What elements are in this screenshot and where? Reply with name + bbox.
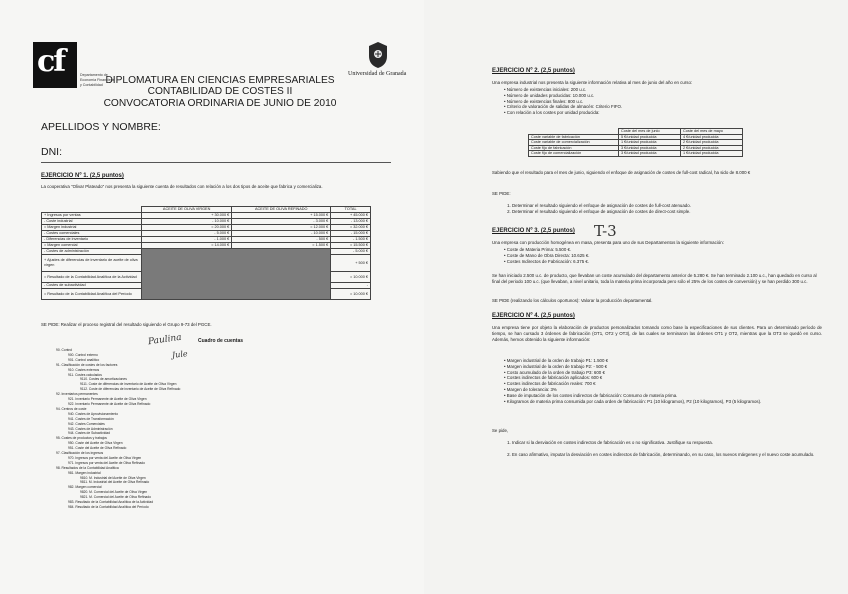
account-item: 9110. Costes de amortizaciones <box>80 377 127 382</box>
ex3-title: EJERCICIO Nº 3. (2,5 puntos) <box>492 228 575 234</box>
account-item: 921. Inventario Permanente de Aceite de Oliva Virgen <box>68 397 147 402</box>
table-row <box>529 134 743 140</box>
list-item: • Número de unidades producidas: 10.000 u.c. <box>504 93 622 99</box>
list-item: • Margen de tolerancia: 3% <box>504 387 822 393</box>
account-item: 900. Control externo <box>68 352 98 357</box>
cell-virgen: - 5.000 € <box>142 231 232 237</box>
dni-label: DNI: <box>41 146 62 158</box>
cell-total: = 15.500 € <box>331 243 371 249</box>
cell-total: - 15.000 € <box>331 231 371 237</box>
ex2-tasks <box>512 203 822 215</box>
cell-refinado: - 10.000 € <box>232 231 331 237</box>
cell-refinado: = 12.000 € <box>232 225 331 231</box>
ex4-tasks <box>512 440 822 458</box>
account-item: 9821. M. Comercial del Aceite de Oliva Refinado <box>80 495 151 500</box>
ex2-note: Sabiendo que el resultado para el mes de junio, siguiendo el enfoque de asignación de costes de full-cost radical, ha sido de 8.000 € <box>492 170 751 175</box>
header-line-1: DIPLOMATURA EN CIENCIAS EMPRESARIALES <box>105 75 335 86</box>
header-line-2: CONTABILIDAD DE COSTES II <box>147 86 293 98</box>
name-label: APELLIDOS Y NOMBRE: <box>41 121 161 133</box>
shaded-cells <box>142 249 331 300</box>
cell-refinado: = 1.500 € <box>232 243 331 249</box>
cell-virgen: = 14.000 € <box>142 243 232 249</box>
cell-june: 3 €/unidad producida <box>619 145 681 151</box>
row-label: + Ingresos por ventas <box>42 213 142 219</box>
table-header-cell: Coste del mes de junio <box>619 129 681 135</box>
row-label: Coste fijo de comercialización <box>529 151 619 157</box>
list-item: • Costo acumulado de la orden de trabajo P3: 600 € <box>504 370 822 376</box>
account-item: 943. Costes de Administración <box>68 426 113 431</box>
list-item: • Kilogramos de materia prima consumida por cada orden de fabricación: P1 (10 kilogramos), P2 (10 kilogramos), P3 (5 kilogramos). <box>504 399 822 405</box>
account-item: 98. Resultados de la Contabilidad Analítica <box>56 465 119 470</box>
account-item: 922. Inventario Permanente de Aceite de Oliva Refinado <box>68 401 151 406</box>
ex1-title: EJERCICIO Nº 1. (2,5 puntos) <box>41 173 124 179</box>
cell-total: - 1.500 € <box>331 237 371 243</box>
divider-line <box>41 162 391 163</box>
list-item: • Criterio de valoración de salidas de almacén: Criterio FIFO. <box>504 104 622 110</box>
cell-june: 1 €/unidad producida <box>619 140 681 146</box>
table-row <box>529 140 743 146</box>
account-item: 950. Coste del Aceite de Oliva Virgen <box>68 441 123 446</box>
account-item: 944. Costes de Subactividad <box>68 431 110 436</box>
row-label: + Ajustes de diferencias de inventario de aceite de oliva virgen <box>42 255 142 272</box>
list-item: 2. En caso afirmativo, imputar la desviación en costes indirectos de fabricación, determinando, en su caso, los nuevos márgenes y el nuevo coste acumulado. <box>512 452 822 458</box>
table-header-cell: Coste del mes de mayo <box>681 129 743 135</box>
row-label: - Coste industrial <box>42 219 142 225</box>
account-item: 9820. M. Comercial del Aceite de Oliva Virgen <box>80 490 148 495</box>
list-item: 1. Determinar el resultado siguiendo el enfoque de asignación de costes de full-cost atenuado. <box>512 203 822 209</box>
results-table <box>41 206 371 300</box>
account-item: 9112. Coste de diferencias de inventario de Aceite de Oliva Refinado <box>80 387 181 392</box>
row-label: Coste fijo de fabricación <box>529 145 619 151</box>
cell-virgen: - 10.000 € <box>142 219 232 225</box>
row-label: Coste variable de comercialización <box>529 140 619 146</box>
ex4-title: EJERCICIO Nº 4. (2,5 puntos) <box>492 313 575 319</box>
table-row <box>529 151 743 157</box>
ex2-se-pide: SE PIDE: <box>492 191 511 196</box>
accounts-list <box>56 348 180 510</box>
account-item: 982. Margen comercial <box>68 485 102 490</box>
account-item: 92. Inventarios permanentes <box>56 392 98 397</box>
cell-may: 4 €/unidad producida <box>681 134 743 140</box>
account-item: 951. Coste del Aceite de Oliva Refinado <box>68 446 127 451</box>
cell-refinado: - 3.000 € <box>232 219 331 225</box>
handwritten-signature-2: Jule <box>171 349 189 360</box>
cost-table <box>528 128 743 157</box>
list-item: • Número de existencias finales: 800 u.c. <box>504 99 622 105</box>
cell-total: - <box>331 283 371 289</box>
table-header-cell: ACEITE DE OLIVA REFINADO <box>232 207 331 213</box>
row-label: = Resultado de la Contabilidad Analítica del Período <box>42 289 142 300</box>
cell-refinado: - 500 € <box>232 237 331 243</box>
account-item: 91. Clasificación de costes de los factores <box>56 362 118 367</box>
table-row <box>529 145 743 151</box>
ex2-intro: Una empresa industrial nos presenta la siguiente información relativa al mes de junio del año en curso: <box>492 80 693 85</box>
account-item: 90. Control <box>56 348 73 352</box>
account-item: 910. Costes externos <box>68 367 100 372</box>
cell-total: + 45.000 € <box>331 213 371 219</box>
cell-virgen: + 30.000 € <box>142 213 232 219</box>
accounts-chart-title: Cuadro de cuentas <box>198 338 244 344</box>
cell-total: = 32.000 € <box>331 225 371 231</box>
ex2-bullets <box>504 87 622 116</box>
account-item: 97. Clasificación de los ingresos <box>56 451 104 456</box>
ex3-request: SE PIDE (realizando los cálculos oportunos): Valorar la producción departamental. <box>492 298 653 303</box>
list-item: • Costes Indirectos de Fabricación: 6.375 €. <box>504 259 590 265</box>
university-crest-icon <box>366 41 390 69</box>
cell-virgen: = 20.000 € <box>142 225 232 231</box>
cell-june: 3 €/unidad producida <box>619 151 681 157</box>
table-header-cell: ACEITE DE OLIVA VIRGEN <box>142 207 232 213</box>
ex2-title: EJERCICIO Nº 2. (2,5 puntos) <box>492 68 575 74</box>
list-item: 2. Determinar el resultado siguiendo el enfoque de asignación de costes de direct-cost simple. <box>512 209 822 215</box>
list-item: • Con relación a los costes por unidad producida: <box>504 110 622 116</box>
account-item: 901. Control analítico <box>68 357 100 362</box>
row-label: - Costes de administración <box>42 249 142 255</box>
account-item: 940. Costes de Aprovisionamiento <box>68 411 119 416</box>
account-item: 9111. Coste de diferencias de inventario de Aceite de Oliva Virgen <box>80 382 177 387</box>
row-label: Coste variable de fabricación <box>529 134 619 140</box>
row-label: = Margen industrial <box>42 225 142 231</box>
account-item: 9811. M. Industrial del Aceite de Oliva Refinado <box>80 480 150 485</box>
list-item: • Base de imputación de los costes indirectos de fabricación: Consumo de materia prima. <box>504 393 822 399</box>
list-item: • Número de existencias iniciales: 200 u.c. <box>504 87 622 93</box>
cell-total: + 500 € <box>331 255 371 272</box>
account-item: 981. Margen industrial <box>68 470 101 475</box>
handwritten-note: T-3 <box>594 222 617 240</box>
exam-header <box>100 75 340 109</box>
ex3-bullets <box>504 247 590 264</box>
ex4-se-pide: Se pide, <box>492 428 509 433</box>
header-line-3: CONVOCATORIA ORDINARIA DE JUNIO DE 2010 <box>103 97 337 109</box>
cell-may: 1 €/unidad producida <box>681 151 743 157</box>
cell-may: 2 €/unidad producida <box>681 145 743 151</box>
right-page <box>424 0 848 594</box>
ex3-intro: Una empresa con producción homogénea en masa, presenta para uno de sus Departamentos la siguiente información: <box>492 240 724 245</box>
list-item: • Coste de Materia Prima: 5.500 €. <box>504 247 590 253</box>
ex4-bullets <box>504 358 822 404</box>
ex1-request: SE PIDE: Realizar el proceso registral del resultado siguiendo el Grupo 9-73 del PGCE. <box>41 322 212 327</box>
ex1-intro: La cooperativa "Olivar Plateado" nos presenta la siguiente cuenta de resultados con relación a los dos tipos de aceite que fabrica y comercializa. <box>41 184 323 189</box>
cell-total: = 10.000 € <box>331 272 371 283</box>
account-item: 971. Ingresos por venta del Aceite de Oliva Refinado <box>68 460 145 465</box>
account-item: 911. Costes calculados <box>68 372 102 377</box>
cell-june: 5 €/unidad producida <box>619 134 681 140</box>
row-label: - Diferencias de inventario <box>42 237 142 243</box>
cell-may: 2 €/unidad producida <box>681 140 743 146</box>
handwritten-signature: Paulina <box>147 332 183 348</box>
list-item: • Costes indirectos de fabricación aplicados: 600 € <box>504 375 822 381</box>
ex4-intro: Una empresa tiene por objeto la elaboración de productos personalizados tomando como base la especificaciones de sus clientes. Para un determinado período de tiempo, se han cursado 3 órdenes de fabricación (OT1, OT2 y OT3), de las cuales se terminaron las órdenes OT1 y OT2, mientras que la OT3 se quedó en curso. Además, hemos obtenido la siguiente información: <box>492 325 822 342</box>
account-item: 942. Costes Comerciales <box>68 421 105 426</box>
account-item: 984. Resultado de la Contabilidad Analítica del Período <box>68 505 149 509</box>
cell-total: = 10.000 € <box>331 289 371 300</box>
ex3-text: Se han iniciado 2.500 u.c. de producto, que llevaban un coste acumulado del departamento anterior de 5.280 €. Se han terminado 2.100 u.c., han quedado en curso al final del periodo 100 u.c. (que llevaban, a nivel unitario, toda la materia prima incorporada pero sólo el 25% de los costes de conversión) y se han perdido 300 u.c. <box>492 273 817 284</box>
cell-total: - 13.000 € <box>331 219 371 225</box>
account-item: 941. Costes de Transformación <box>68 416 114 421</box>
row-label: - Costes de subactividad <box>42 283 142 289</box>
list-item: • Costes indirectos de fabricación reales: 700 € <box>504 381 822 387</box>
university-name: Universidad de Granada <box>348 71 407 77</box>
list-item: 1. Indicar si la desviación en costes indirectos de fabricación es o no significativa. Justifique su respuesta. <box>512 440 822 446</box>
account-item: 95. Costes de productos y trabajos <box>56 436 107 441</box>
account-item: 9810. M. Industrial del Aceite de Oliva Virgen <box>80 475 146 480</box>
cell-total: - 5.000 € <box>331 249 371 255</box>
row-label: = Margen comercial <box>42 243 142 249</box>
table-header-cell: TOTAL <box>331 207 371 213</box>
account-item: 983. Resultado de la Contabilidad Analítica de la Actividad <box>68 500 154 505</box>
account-item: 94. Centros de coste <box>56 406 87 411</box>
row-label: - Costes comerciales <box>42 231 142 237</box>
cell-virgen: - 1.000 € <box>142 237 232 243</box>
account-item: 970. Ingresos por venta del Aceite de Oliva Virgen <box>68 455 142 460</box>
cell-refinado: + 15.000 € <box>232 213 331 219</box>
logo-caption: Departamento de Economía Financiera y Contabilidad <box>80 73 114 87</box>
list-item: • Coste de Mano de Obra Directa: 10.625 €. <box>504 253 590 259</box>
list-item: • Margen industrial de la orden de trabajo P1: 1.500 € <box>504 358 822 364</box>
department-logo: cf <box>33 42 77 88</box>
list-item: • Margen industrial de la orden de trabajo P2: - 500 € <box>504 364 822 370</box>
row-label: = Resultado de la Contabilidad Analítica de la Actividad <box>42 272 142 283</box>
